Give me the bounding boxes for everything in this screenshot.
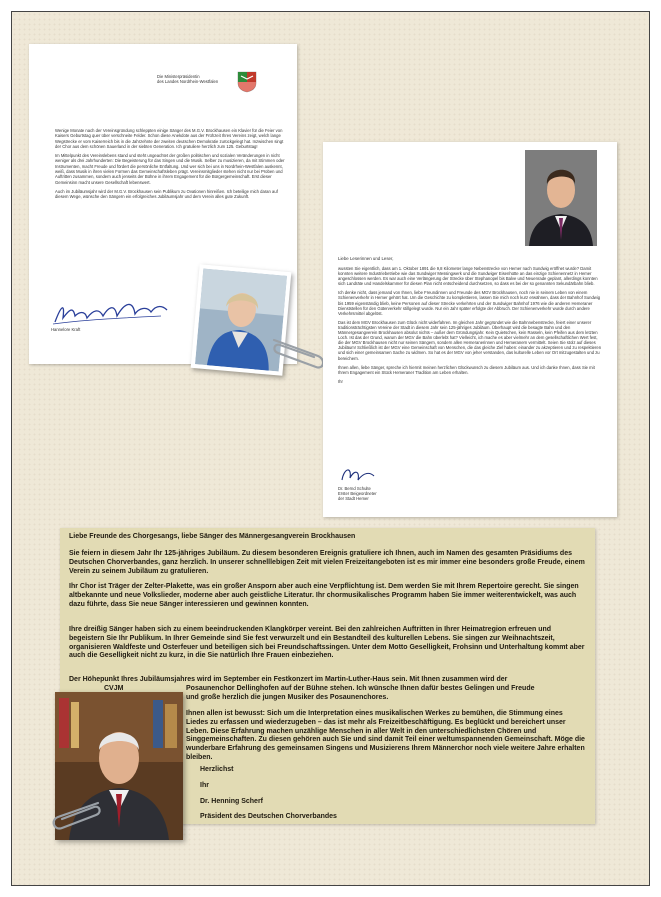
paragraph: Ihnen allen ist bewusst: Sich um die Interpretation eines musikalischen Werkes zu bemühen, die Stimmung eines Liedes zu erfassen und wiederzugeben – das ist mehr als Freizeitbeschäftigung. Es beglückt und bereichert unser Leben. Diese Erfahrung machen unzählige Menschen in aller Welt in den unterschiedlichsten Chören und Singgemeinschaften. Zu diesen gehören auch Sie und sind damit Teil einer weltumspannenden Gemeinschaft. Möge die wunderbare Erfahrung des gemeinsamen Singens und Musizierens Ihrem Männerchor noch viele weitere Jahre erhalten bleiben. <box>186 710 585 761</box>
ministry-line-2: des Landes Nordrhein-Westfalen <box>157 79 219 84</box>
letterhead <box>157 74 237 84</box>
ministry-line-1: Die Ministerpräsidentin <box>157 74 200 79</box>
paragraph: Im Mittelpunkt des Vereinslebens stand und steht ungeachtet der großen politischen und sozialen Veränderungen in nicht weniger als drei Jahrhunderten: Die Begeisterung für das Singen und die Musik. Selber zu musizieren, da mit Stimmen oder Instrumenten, macht Freude und fördert die persönliche Entfaltung. Und wer sich bei uns in Nordrhein-Westfalen auskennt, weiß, dass Musik in ihren vielen Formen das Gemeinschaftsleben prägt. Vereinsmitglieder stehen nicht nur bei Proben und Auftritten zusammen, sondern auch jenseits der Bühne in ihrem Engagement für die Bürgergemeinschaft. Erst dieser Gemeinsinn macht unsere Gesellschaft lebenswert. <box>55 153 285 185</box>
letter-body <box>338 266 604 388</box>
paragraph: Ihr Chor ist Träger der Zelter-Plakette, was ein großer Ansporn aber auch eine Verpflichtung ist. Dem werden Sie mit Ihrem Repertoire gerecht. Sie singen altbekannte und neue Volkslieder, moderne aber auch geistliche Literatur. Ihr chormusikalisches Programm haben Sie immer weiterentwickelt, was auch dazu führte, dass Sie neue Sänger interessieren und gewinnen konnten. <box>69 583 579 608</box>
closing-ihr: Ihr <box>200 782 209 789</box>
nrw-coat-of-arms-icon <box>237 71 257 93</box>
letter-body <box>55 128 285 204</box>
signature-block <box>338 486 458 501</box>
paragraph: Ich denke nicht, dass jemand von Ihnen, liebe Freundinnen und Freunde des MGV Brockhausen, noch nie in seinem Leben von einem Schienenverkehr in Hemer gehört hat. Um die Geschichte zu komplettieren, lassen Sie mich noch kurz erwähnen, dass der Bahnhof Sundwig bis 1959 eigenständig blieb, keine Personen auf dieser Strecke verkehrten und der Sundwiger Bahnhof 1976 wie die anderen Hemeraner Dienststellen für den Güterverkehr stillgelegt wurde. Nur ein Jahr später erfolgte der Abbruch. Der Schienenverkehr wurde durch andere Verkehrsmittel abgelöst. <box>338 290 601 316</box>
paragraph-part: und große herzlich die jungen Musiker des Posaunenchores. <box>186 694 389 701</box>
paragraph: Auch im Jubiläumsjahr wird der M.G.V. Brockhausen sein Publikum zu Ovationen hinreißen. Ich beteilige mich daran auf diesem Wege, wünsche den Sängern ein erfolgreiches Jubiläumsjahr und dem Verein alles gute Zukunft. <box>55 188 278 200</box>
closing: Ihr <box>338 378 343 384</box>
signature-name: Hannelore Kraft <box>51 327 81 332</box>
handwritten-signature <box>338 462 378 486</box>
paragraph: Ihnen allen, liebe Sänger, spreche ich hiermit meinen herzlichen Glückwunsch zu diesem Jubiläum aus. Und ich danke Ihnen, dass Sie mit Ihrem Engagement ein Stück Hemeraner Tradition am Leben erhalten. <box>338 364 595 375</box>
handwritten-signature <box>51 296 171 330</box>
signer-name: Dr. Henning Scherf <box>200 798 264 805</box>
paragraph-part: Der Höhepunkt Ihres Jubiläumsjahres wird im September ein Festkonzert im Martin-Luther-Haus sein. Mit Ihnen zusammen wird der <box>69 676 508 683</box>
paragraph: Wenige Monate nach der Vereinsgründung schleppten einige Sänger des M.G.V. Brockhausen ein Klavier für die Feier von Kaisers Geburtstag quer über verschneite Felder. Schon diese Anekdote aus der Frühzeit Ihres Vereins zeigt, welch lange Wegstrecke er vom Kaiserreich bis in die Jahrzehnte der zweiten deutschen Demokratie zurückgelegt hat. Inzwischen singt der Chor aus dem schönen Sauerland in der siebten Generation. Ich gratuliere herzlich zum 125. Geburtstag! <box>55 128 284 149</box>
greeting: Liebe Leserinnen und Leser, <box>338 256 394 261</box>
signer-role: Präsident des Deutschen Chorverbandes <box>200 813 337 820</box>
closing-greeting: Herzlichst <box>200 766 234 773</box>
portrait-photo-man <box>525 150 597 246</box>
signer-role: Erster Beigeordneter <box>338 491 377 496</box>
paragraph: Das ist dem MGV Brockhausen zum Glück nicht widerfahren. Im gleichen Jahr gegründet wie die Bahnnebenstrecke, feiert einer unserer traditionsträchtigsten Vereine der Stadt in diesem Jahr sein 125-jähriges Jubiläum. Überhaupt wird die besagte Bahn und den Männergesangverein Brockhausen absolut nichts – außer dem Gründungsjahr. Kein Quietschen, kein Rasseln, kein Pfeifen aus dem letzten Loch. Ist das der Grund, warum der MGV die Bahn überlebt hat? Vielleicht, ich mache es aber vielmehr an dem gesellschaftlichen Wert fest, die der MGV Brockhausen nicht nur seinen Sängern, sondern allen Hemeranerinnen und Hemeranern vermittelt. Seien Sie stolz auf dieses Jubiläum! Schließlich ist der MGV eine Gemeinschaft von Menschen, die das gleiche Ziel haben: einander zu akzeptieren und zu respektieren und sich einer gemeinsamen Sache zu widmen. So hat es der MGV von jeher verstanden, das kulturelle Leben vor Ort mitzugestalten und zu bereichern. <box>338 319 602 361</box>
signer-org: der Stadt Hemer <box>338 496 369 501</box>
paragraph: Ihre dreißig Sänger haben sich zu einem beeindruckenden Klangkörper vereint. Bei den zahlreichen Auftritten in Ihrer Heimatregion erfreuen und begeistern Sie Ihr Publikum. In Ihrer Gemeinde sind Sie fest verwurzelt und ein Bestandteil des kulturellen Lebens. Sie singen zur Weihnachtszeit, organisieren Waldfeste und Osterfeuer und beteiligen sich bei Freundschaftssingen. Unter dem Motto Geselligkeit, Frohsinn und Unterhaltung kommt aber auch die Geselligkeit nicht zu kurz, in die Sie natürlich Ihre Frauen einbeziehen. <box>69 626 585 660</box>
signer-name: Dr. Bernd Schulte <box>338 486 371 491</box>
paperclip-icon <box>48 795 104 835</box>
paragraph: Sie feiern in diesem Jahr Ihr 125-jähriges Jubiläum. Zu diesem besonderen Ereignis gratuliere ich Ihnen, auch im Namen des gesamten Präsidiums des Deutschen Chorverbandes, ganz herzlich. In unserer schnelllebigen Zeit mit vielen Freizeitangeboten ist es mir immer eine besonders große Freude, einem Verein zu seinem Jubiläum zu gratulieren. <box>69 550 585 575</box>
letter-title: Liebe Freunde des Chorgesangs, liebe Sänger des Männergesangverein Brockhausen <box>69 533 356 540</box>
paragraph: wussten Sie eigentlich, dass am 1. Oktober 1891 die 9,8 Kilometer lange Nebenstrecke von Hemer nach Sundwig eröffnet wurde? Damit konnten weitere Industriebetriebe wie das Sundwiger Messingwerk und die Sundwiger Eisenhütte an das einzige Schienennetz in Hemer angeschlossen werden. Es war auch eine Verlängerung der Strecke über Stephanopel bis Balve und Neuenrade geplant, allerdings konnten sich Landräte und Handelskammer für diesen Plan nicht entscheidend durchsetzen, so dass es bei der so genannten Sekundärbahn blieb. <box>338 266 598 287</box>
paragraph-part: Posaunenchor Dellinghofen auf der Bühne stehen. Ich wünsche Ihnen dafür bestes Gelingen und Freude <box>186 685 535 692</box>
paperclip-icon <box>268 330 330 372</box>
portrait-image <box>525 150 597 246</box>
cvjm-label: CVJM <box>104 685 124 692</box>
letter-stadt-hemer <box>323 142 617 517</box>
